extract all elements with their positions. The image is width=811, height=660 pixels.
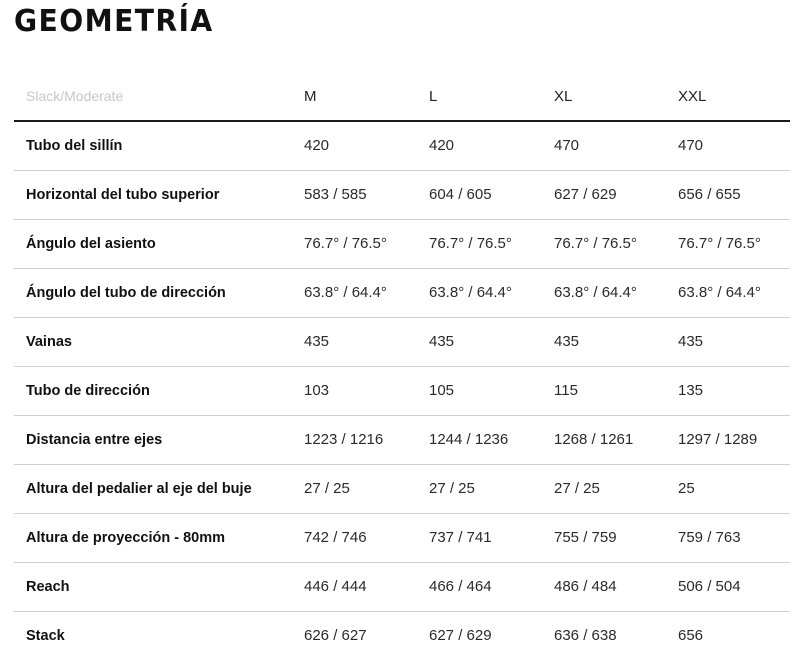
table-row — [14, 121, 790, 170]
cell-value: 63.8° / 64.4° — [678, 284, 761, 301]
cell-value: 63.8° / 64.4° — [429, 284, 512, 301]
table-row — [14, 268, 790, 317]
cell-value: 506 / 504 — [678, 578, 741, 595]
column-header-xxl: XXL — [666, 72, 790, 121]
cell-value: 604 / 605 — [429, 186, 492, 203]
cell-value: 27 / 25 — [554, 480, 600, 497]
row-label: Altura del pedalier al eje del buje — [26, 480, 252, 497]
table-row — [14, 464, 790, 513]
cell-value: 486 / 484 — [554, 578, 617, 595]
page-title: GEOMETRÍA — [14, 4, 214, 39]
cell-value: 420 — [304, 137, 330, 155]
table-row — [14, 366, 790, 415]
cell-value: 1244 / 1236 — [429, 431, 509, 448]
cell-value: 115 — [554, 382, 578, 399]
cell-value: 76.7° / 76.5° — [429, 235, 512, 252]
cell-value: 742 / 746 — [304, 529, 367, 546]
cell-value: 755 / 759 — [554, 529, 617, 546]
row-label: Ángulo del asiento — [26, 235, 156, 252]
cell-value: 1223 / 1216 — [304, 431, 384, 448]
cell-value: 1297 / 1289 — [678, 431, 758, 448]
cell-value: 583 / 585 — [304, 186, 367, 203]
row-label: Reach — [26, 578, 70, 595]
row-label: Ángulo del tubo de dirección — [26, 284, 226, 301]
cell-value: 63.8° / 64.4° — [304, 284, 387, 301]
cell-value: 627 / 629 — [554, 186, 617, 203]
row-label: Stack — [26, 627, 65, 644]
cell-value: 63.8° / 64.4° — [554, 284, 637, 301]
cell-value: 25 — [678, 480, 695, 497]
column-header-xl: XL — [542, 72, 666, 121]
cell-value: 435 — [429, 333, 455, 350]
cell-value: 737 / 741 — [429, 529, 492, 546]
row-label: Horizontal del tubo superior — [26, 186, 220, 203]
row-label: Tubo de dirección — [26, 382, 150, 399]
cell-value: 626 / 627 — [304, 627, 367, 645]
header-row — [14, 72, 790, 121]
cell-value: 656 — [678, 627, 704, 645]
row-label: Distancia entre ejes — [26, 431, 163, 448]
cell-value: 27 / 25 — [304, 480, 350, 497]
cell-value: 76.7° / 76.5° — [678, 235, 761, 252]
cell-value: 656 / 655 — [678, 186, 741, 203]
cell-value: 470 — [554, 137, 580, 155]
cell-value: 759 / 763 — [678, 529, 741, 546]
table-row — [14, 170, 790, 219]
cell-value: 470 — [678, 137, 704, 155]
table-row — [14, 562, 790, 611]
column-header-m: M — [292, 72, 417, 121]
row-label: Tubo del sillín — [26, 137, 123, 154]
cell-value: 103 — [304, 382, 330, 399]
table-row — [14, 317, 790, 366]
table-row — [14, 415, 790, 464]
cell-value: 435 — [554, 333, 580, 350]
cell-value: 627 / 629 — [429, 627, 492, 645]
cell-value: 435 — [678, 333, 704, 350]
row-label: Vainas — [26, 333, 72, 350]
cell-value: 76.7° / 76.5° — [554, 235, 637, 252]
cell-value: 27 / 25 — [429, 480, 475, 497]
cell-value: 636 / 638 — [554, 627, 617, 645]
table-row — [14, 611, 790, 660]
cell-value: 420 — [429, 137, 455, 155]
geometry-table — [14, 72, 790, 660]
cell-value: 76.7° / 76.5° — [304, 235, 387, 252]
header-label: Slack/Moderate — [14, 72, 292, 121]
cell-value: 1268 / 1261 — [554, 431, 634, 448]
cell-value: 466 / 464 — [429, 578, 492, 595]
cell-value: 105 — [429, 382, 455, 399]
cell-value: 446 / 444 — [304, 578, 367, 595]
cell-value: 135 — [678, 382, 704, 399]
cell-value: 435 — [304, 333, 330, 350]
row-label: Altura de proyección - 80mm — [26, 529, 226, 546]
table-row — [14, 513, 790, 562]
table-row — [14, 219, 790, 268]
column-header-l: L — [417, 72, 542, 121]
